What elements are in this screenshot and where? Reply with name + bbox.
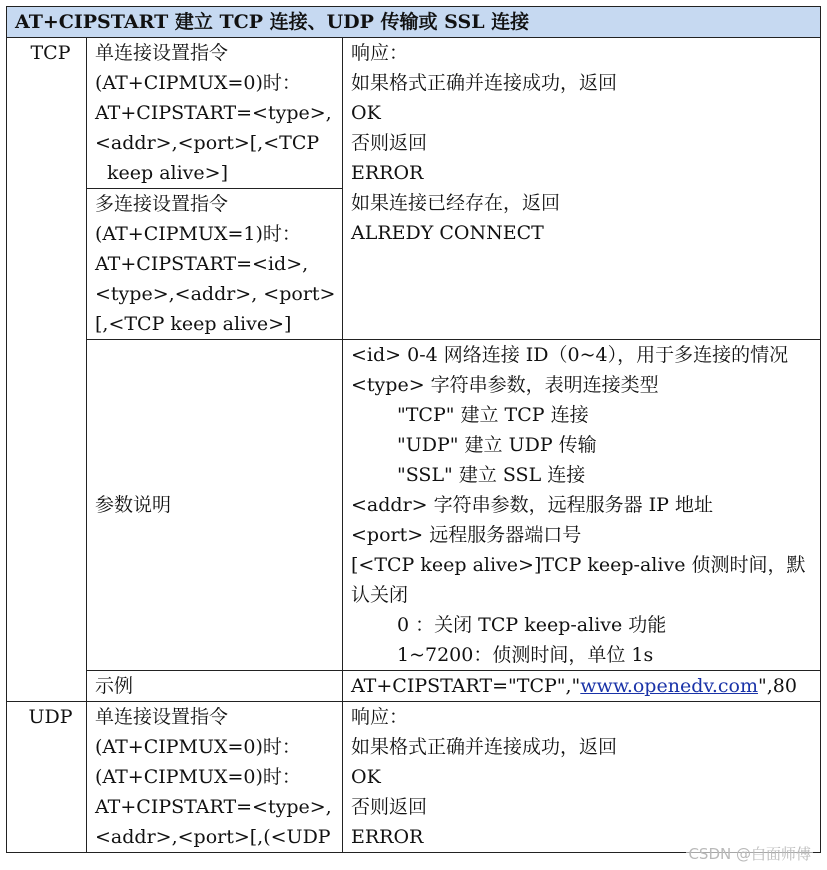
tcp-single-line-1: 单连接设置指令	[95, 42, 229, 64]
param-keepalive-off: 0 ：关闭 TCP keep-alive 功能	[397, 614, 667, 636]
at-command-table	[6, 6, 821, 853]
tcp-response-line-3: OK	[351, 102, 381, 124]
tcp-response-line-6: 如果连接已经存在，返回	[351, 192, 561, 214]
example-prefix: AT+CIPSTART="TCP","	[351, 675, 581, 697]
example-cell	[343, 671, 821, 702]
tcp-multi-line-1: 多连接设置指令	[95, 193, 229, 215]
tcp-single-line-4: <addr>,<port>[,<TCP	[95, 132, 320, 154]
param-id-desc: <id> 0-4 网络连接 ID（0~4），用于多连接的情况	[351, 344, 789, 366]
udp-single-connection-cell	[87, 702, 343, 853]
udp-response-line-1: 响应：	[351, 706, 409, 728]
tcp-response-line-5: ERROR	[351, 162, 424, 184]
example-suffix: ",80	[757, 675, 797, 697]
param-type-udp: "UDP" 建立 UDP 传输	[397, 434, 597, 456]
param-type-tcp: "TCP" 建立 TCP 连接	[397, 404, 589, 426]
csdn-watermark: CSDN @白面师傅	[688, 845, 811, 863]
udp-single-line-2: (AT+CIPMUX=0)时：	[95, 736, 301, 758]
table-title: AT+CIPSTART 建立 TCP 连接、UDP 传输或 SSL 连接	[7, 7, 821, 38]
udp-response-cell	[343, 702, 821, 853]
udp-single-line-4: AT+CIPSTART=<type>,	[95, 796, 332, 818]
param-type-ssl: "SSL" 建立 SSL 连接	[397, 464, 586, 486]
params-label: 参数说明	[87, 340, 343, 671]
tcp-multi-line-2: (AT+CIPMUX=1)时：	[95, 223, 301, 245]
tcp-single-connection-cell	[87, 38, 343, 189]
tcp-single-line-3: AT+CIPSTART=<type>,	[95, 102, 332, 124]
tcp-response-line-7: ALREDY CONNECT	[351, 222, 544, 244]
tcp-multi-line-5: [,<TCP keep alive>]	[95, 313, 292, 335]
protocol-label-udp: UDP	[7, 702, 87, 853]
tcp-response-cell	[343, 38, 821, 340]
param-port-desc: <port> 远程服务器端口号	[351, 524, 582, 546]
params-cell	[343, 340, 821, 671]
udp-response-line-4: 否则返回	[351, 796, 428, 818]
tcp-multi-line-3: AT+CIPSTART=<id>,	[95, 253, 309, 275]
udp-response-line-2: 如果格式正确并连接成功，返回	[351, 736, 618, 758]
tcp-multi-connection-cell	[87, 189, 343, 340]
protocol-label-tcp: TCP	[7, 38, 87, 702]
param-type-desc: <type> 字符串参数，表明连接类型	[351, 374, 659, 396]
param-keepalive-range: 1~7200：侦测时间，单位 1s	[397, 644, 654, 666]
tcp-single-line-2: (AT+CIPMUX=0)时：	[95, 72, 301, 94]
param-keepalive-desc: [<TCP keep alive>]TCP keep-alive 侦测时间，默认关闭	[351, 554, 806, 606]
udp-response-line-3: OK	[351, 766, 381, 788]
param-addr-desc: <addr> 字符串参数，远程服务器 IP 地址	[351, 494, 713, 516]
tcp-single-line-5: keep alive>]	[107, 162, 228, 184]
tcp-response-line-2: 如果格式正确并连接成功，返回	[351, 72, 618, 94]
udp-response-line-5: ERROR	[351, 826, 424, 848]
tcp-response-line-4: 否则返回	[351, 132, 428, 154]
tcp-response-line-1: 响应：	[351, 42, 409, 64]
example-command	[351, 671, 820, 701]
udp-single-line-3: (AT+CIPMUX=0)时：	[95, 766, 301, 788]
udp-single-line-1: 单连接设置指令	[95, 706, 229, 728]
example-label: 示例	[87, 671, 343, 702]
tcp-multi-line-4: <type>,<addr>, <port>	[95, 283, 336, 305]
udp-single-line-5: <addr>,<port>[,(<UDP	[95, 826, 331, 848]
example-link[interactable]: www.openedv.com	[580, 675, 758, 697]
